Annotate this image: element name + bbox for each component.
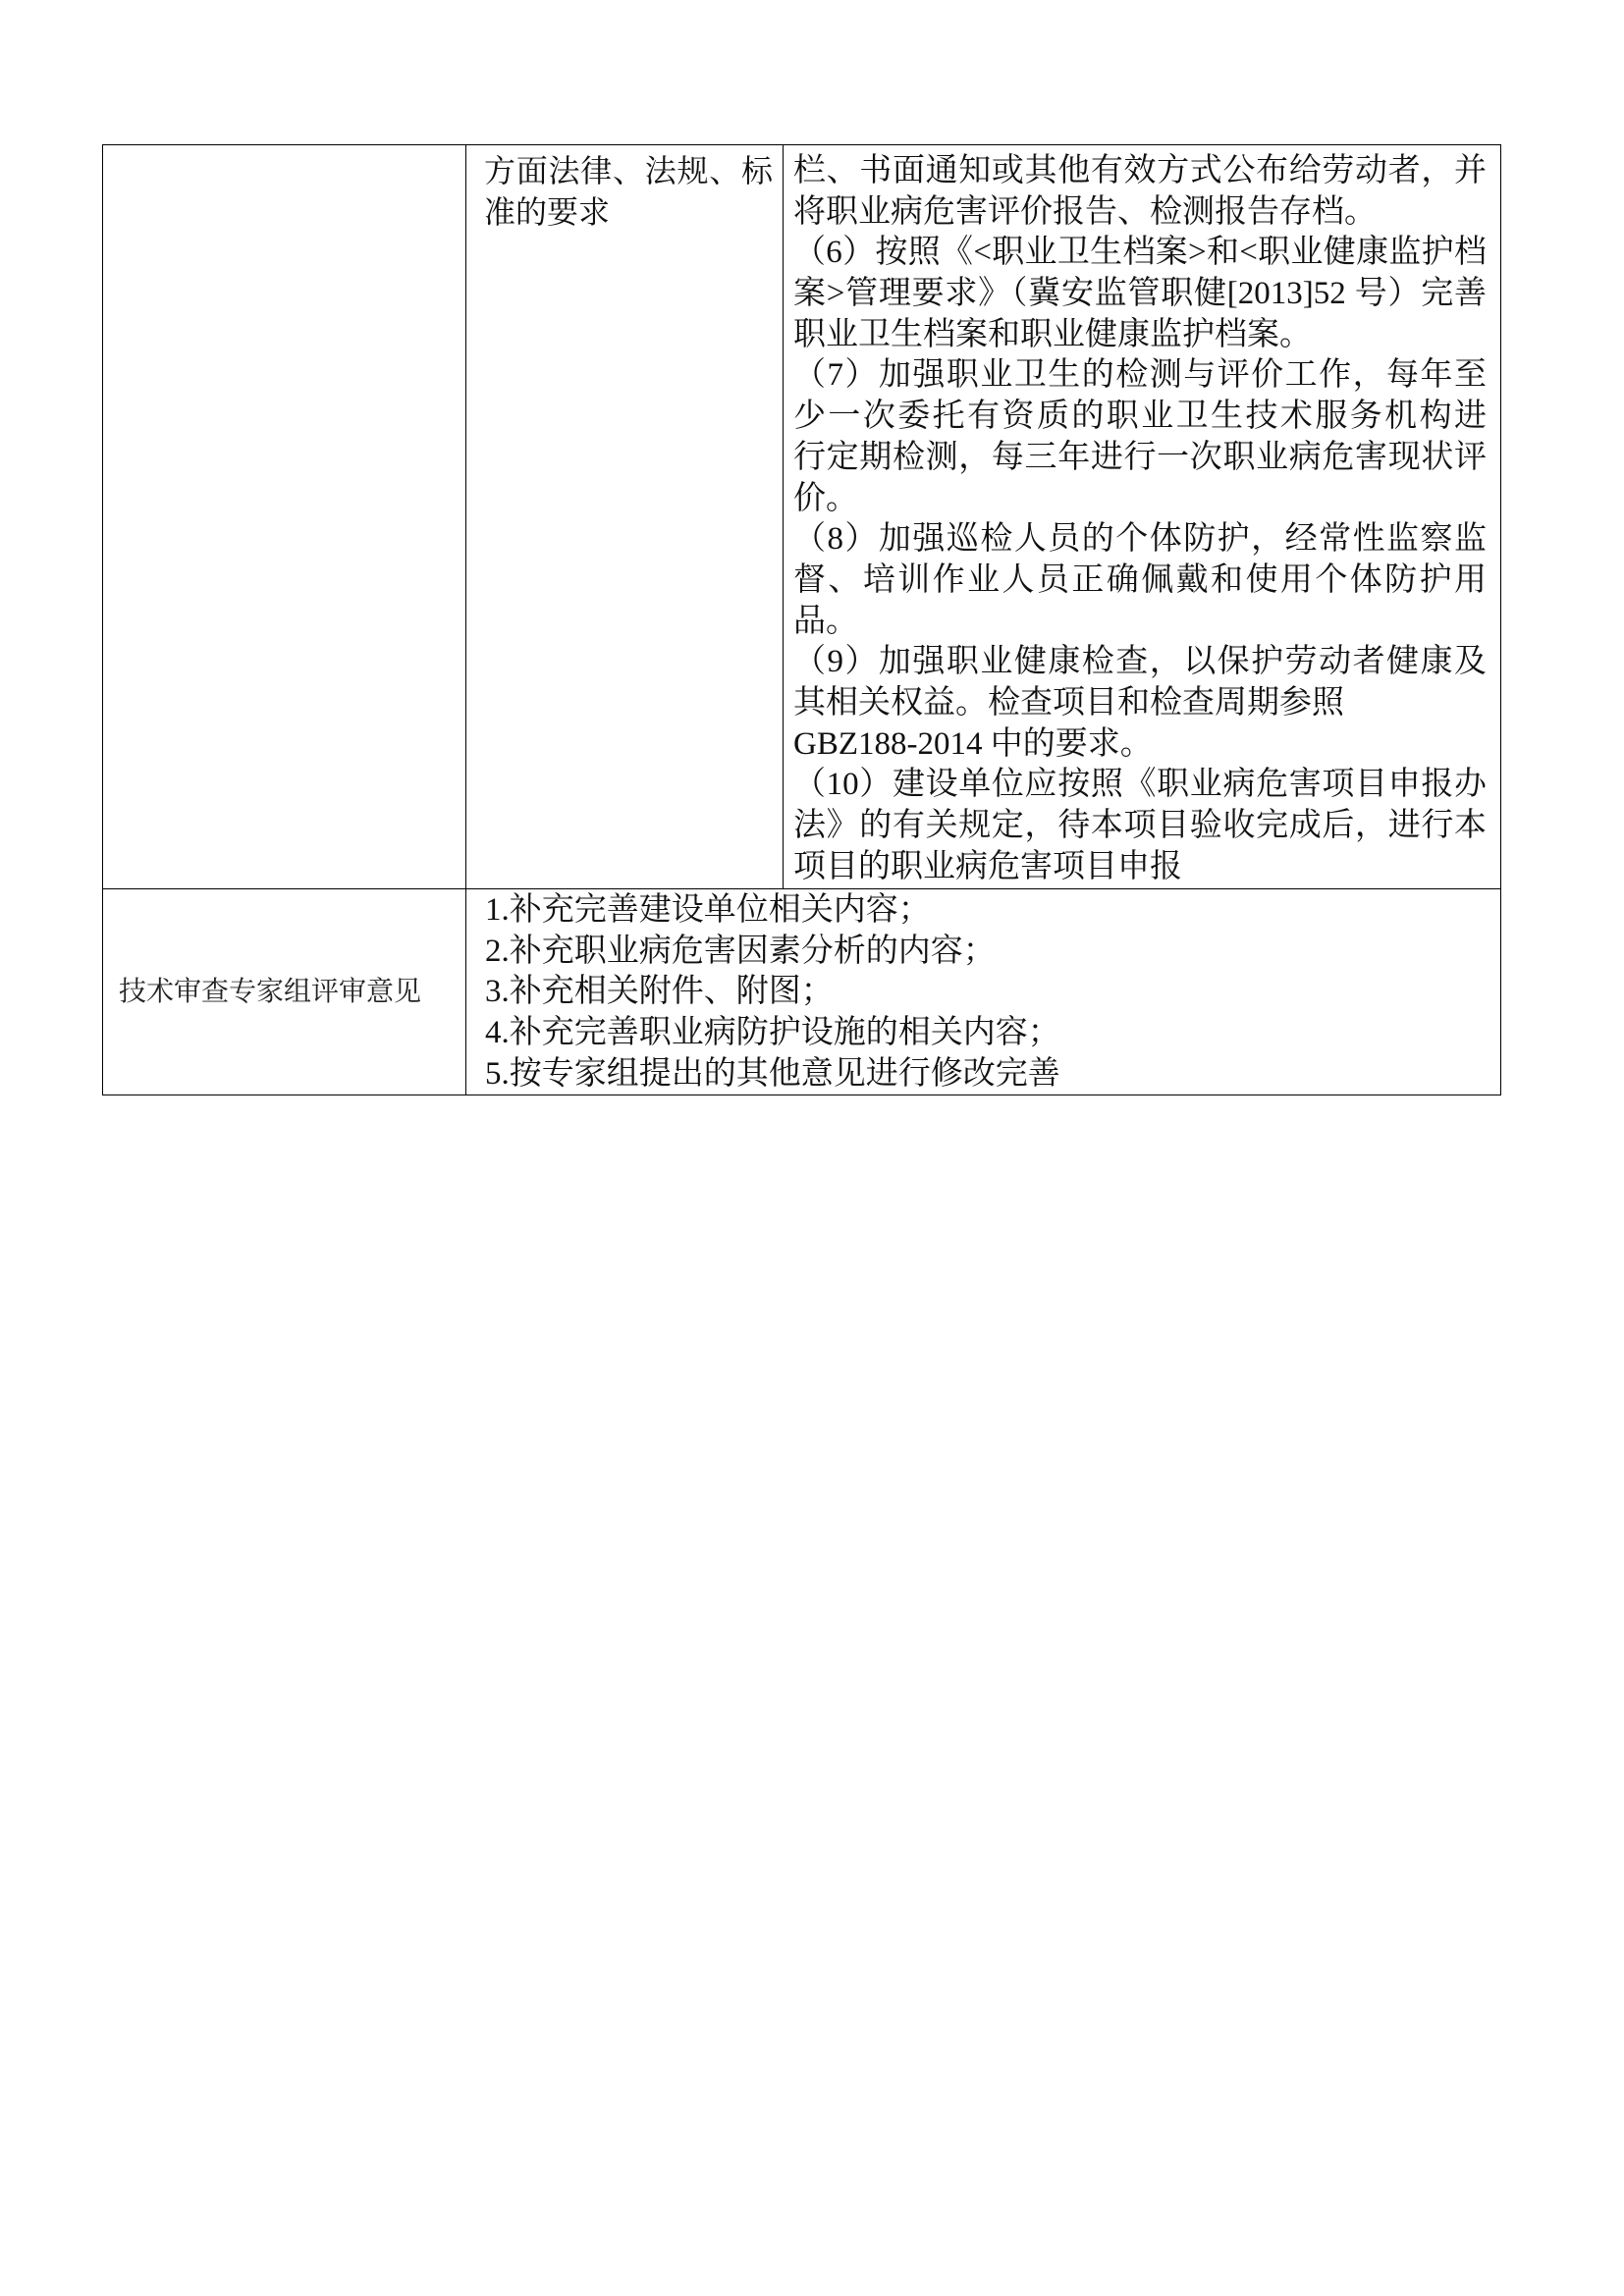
opinion-item: 4.补充完善职业病防护设施的相关内容； [485,1015,1060,1051]
table-row [103,145,1501,889]
text-line: 案>管理要求》（冀安监管职健[2013]52 号）完善 [793,276,1487,312]
opinion-item: 2.补充职业病危害因素分析的内容； [485,933,996,969]
empty-cell [103,145,466,889]
table-row [103,889,1501,1095]
review-table [102,144,1501,1095]
requirement-category-cell [466,145,784,889]
text-line: （9）加强职业健康检查，以保护劳动者健康及 [793,644,1487,680]
text-line: 栏、书面通知或其他有效方式公布给劳动者，并 [793,153,1487,188]
text-line: 方面法律、法规、标 [484,153,773,188]
opinion-item: 3.补充相关附件、附图； [485,974,834,1010]
text-line: （7）加强职业卫生的检测与评价工作，每年至 [793,357,1487,394]
text-line: 行定期检测，每三年进行一次职业病危害现状评 [793,439,1487,475]
text-line: （8）加强巡检人员的个体防护，经常性监察监 [793,521,1487,558]
text-line: 其相关权益。检查项目和检查周期参照 [793,684,1344,721]
measures-cell [784,145,1501,889]
text-line: （10）建设单位应按照《职业病危害项目申报办 [793,767,1487,803]
text-line: 项目的职业病危害项目申报 [793,848,1182,884]
text-line: 价。 [793,480,858,516]
text-line: 品。 [793,603,858,639]
text-line: GBZ188-2014 中的要求。 [793,725,1153,762]
text-line: 法》的有关规定，待本项目验收完成后，进行本 [793,808,1487,843]
text-line: 将职业病危害评价报告、检测报告存档。 [793,193,1377,230]
opinion-item: 5.按专家组提出的其他意见进行修改完善 [485,1055,1060,1092]
text-line: 准的要求 [484,193,611,230]
text-line: 少一次委托有资质的职业卫生技术服务机构进 [793,399,1487,435]
expert-opinion-label-cell: 技术审查专家组评审意见 [103,889,466,1095]
opinion-item: 1.补充完善建设单位相关内容； [485,892,931,928]
expert-opinion-list-cell [466,889,1501,1095]
text-line: 督、培训作业人员正确佩戴和使用个体防护用 [793,561,1487,598]
text-line: （6）按照《<职业卫生档案>和<职业健康监护档 [793,235,1487,271]
text-line: 职业卫生档案和职业健康监护档案。 [793,316,1312,352]
